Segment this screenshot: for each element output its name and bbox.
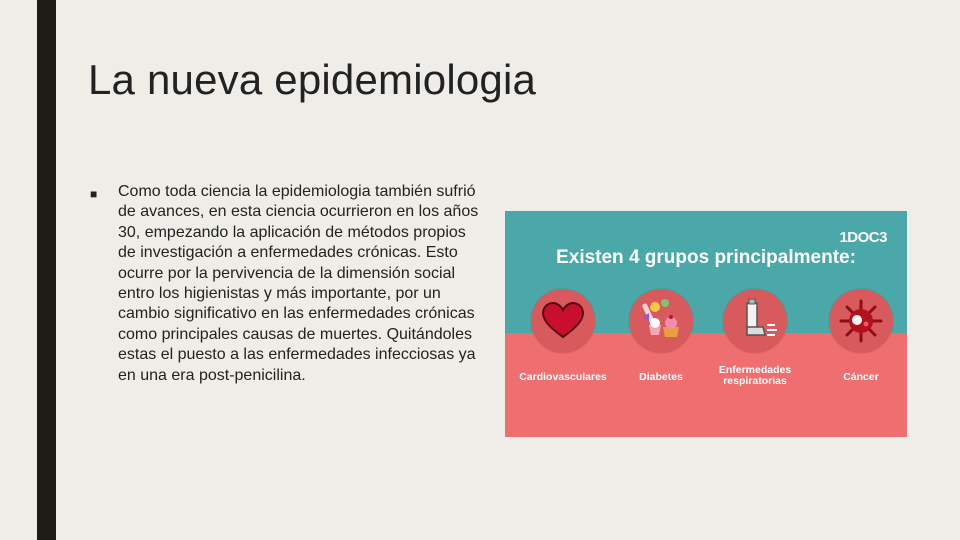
slide-title: La nueva epidemiologia [88,56,537,103]
group-label [703,365,807,387]
brand-logo: 1DOC3 [839,229,887,246]
bullet-text: Como toda ciencia la epidemiologia también sufrió de avances, en esta ciencia ocurrieron en los años 30, empezando la aplicación de métodos propios de investigación a enfermedades crónicas. Esto ocurre por la pervivencia de la dimensión social entro los higienistas y más importante, por un cambio significativo en las enfermedades crónicas como principales causas de muertes. Quitándoles estas el puesto a las enfermedades infecciosas ya en una era post-penicilina. [118,183,479,384]
group-enfermedades-respiratorias [703,289,803,429]
group-label: Diabetes [639,371,683,383]
group-cardiovasculares [511,289,611,429]
inhaler-icon [723,289,787,353]
cancer-cell-icon [829,289,893,353]
group-label-line1: Enfermedades [718,364,792,376]
sweets-icon [629,289,693,353]
group-label: Cáncer [843,371,879,383]
group-diabetes [609,289,709,429]
infographic-title: Existen 4 grupos principalmente: [556,247,856,268]
left-accent-bar [37,0,56,540]
group-cancer [809,289,907,429]
bullet-marker: ■ [90,187,98,201]
group-label: Cardiovasculares [519,371,607,383]
heart-icon [531,289,595,353]
group-label-line2: respiratorias [723,375,787,387]
infographic-image [505,211,907,437]
